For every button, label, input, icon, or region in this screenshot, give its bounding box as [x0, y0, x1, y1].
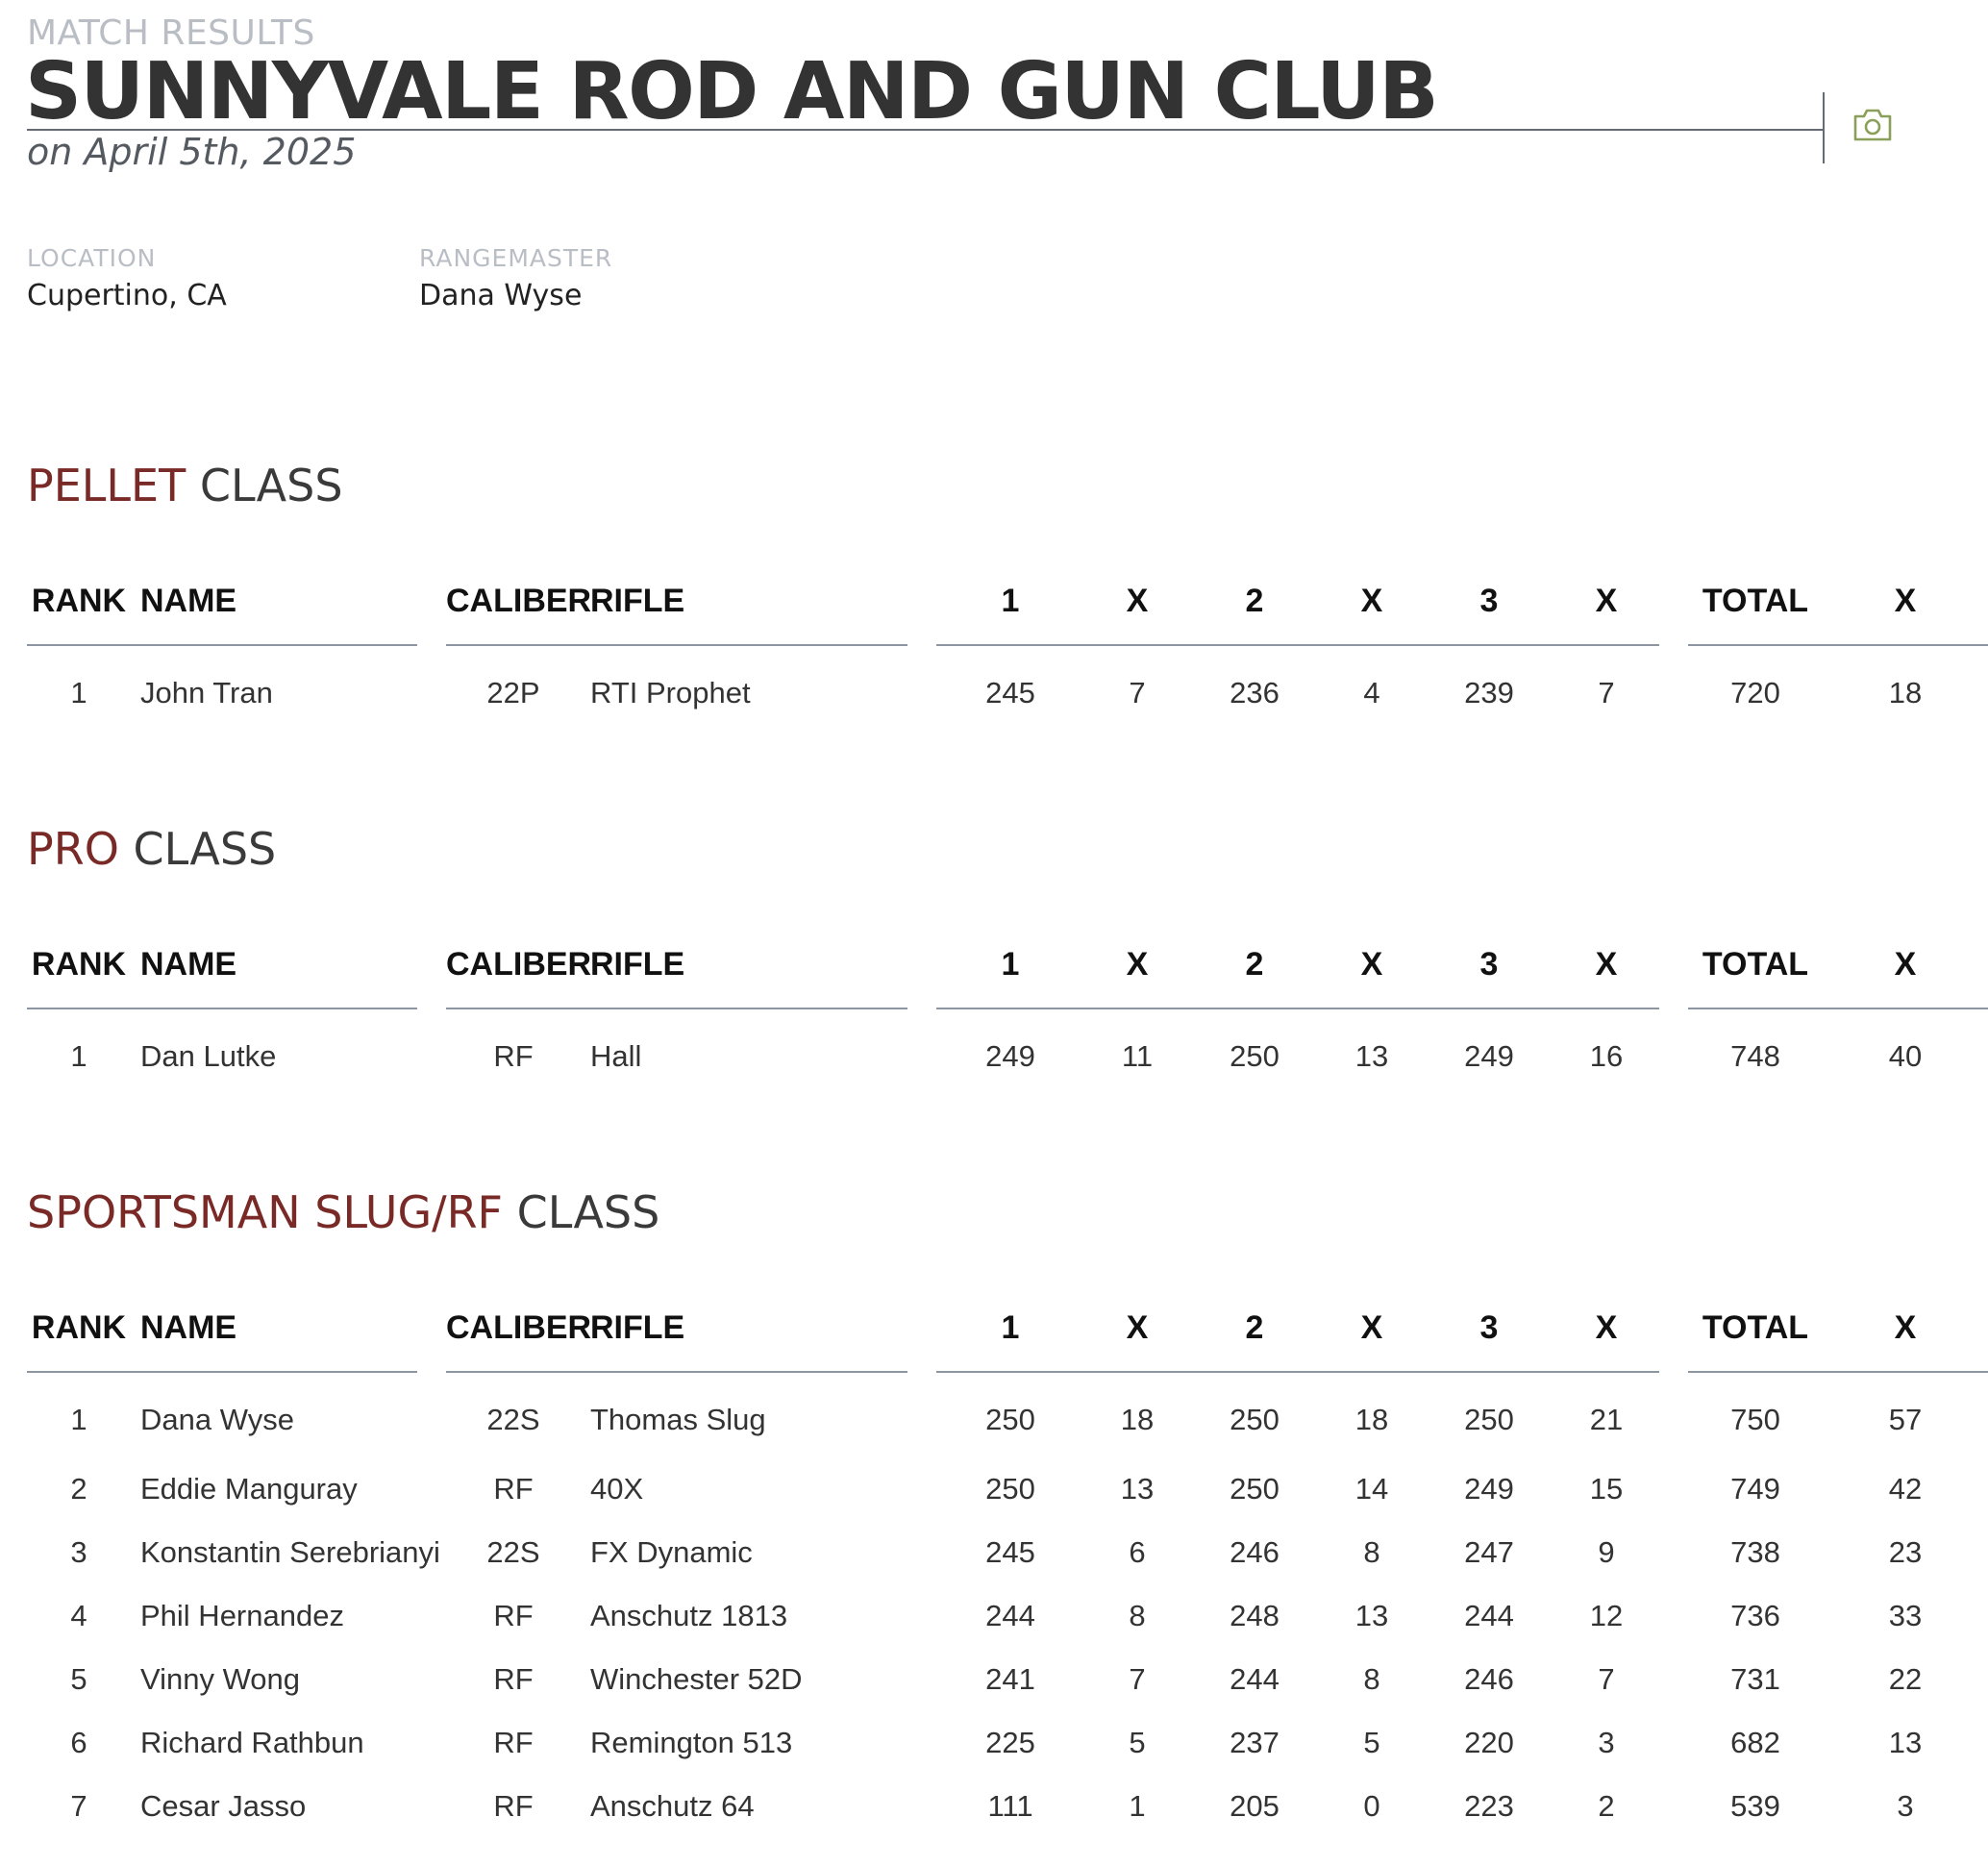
cell-name: Cesar Jasso — [140, 1789, 307, 1823]
cell-caliber: 22S — [486, 1535, 540, 1569]
cell-rank: 4 — [70, 1599, 87, 1632]
table-row — [27, 1648, 1988, 1711]
column-gap — [907, 1711, 936, 1775]
vertical-divider — [1823, 92, 1825, 163]
cell-x-count-3: 7 — [1598, 676, 1615, 709]
column-gap — [1659, 558, 1688, 646]
cell-score-3: 239 — [1464, 676, 1514, 709]
cell-x-count-1: 6 — [1129, 1535, 1146, 1569]
cell-rifle: 40X — [590, 1472, 644, 1506]
section-title — [27, 460, 343, 511]
cell-x-total: 57 — [1888, 1403, 1923, 1436]
club-title: SUNNYVALE ROD AND GUN CLUB — [25, 46, 1438, 137]
rangemaster-value: Dana Wyse — [419, 279, 583, 312]
column-header-rank[interactable]: RANK — [27, 921, 131, 1009]
column-header-x-count-1[interactable]: X — [1084, 921, 1190, 1009]
cell-name: Richard Rathbun — [140, 1726, 364, 1759]
cell-x-count-2: 4 — [1363, 676, 1380, 709]
cell-x-count-3: 12 — [1589, 1599, 1624, 1632]
cell-x-total: 42 — [1888, 1472, 1923, 1506]
camera-icon[interactable] — [1851, 106, 1894, 144]
cell-caliber: RF — [493, 1472, 534, 1506]
results-table — [27, 558, 1988, 731]
column-header-caliber[interactable]: CALIBER — [446, 921, 581, 1009]
cell-caliber: RF — [493, 1789, 534, 1823]
cell-score-1: 111 — [987, 1789, 1033, 1823]
column-gap — [907, 1521, 936, 1584]
table-header-row — [27, 1284, 1988, 1373]
table-row — [27, 1711, 1988, 1775]
section-title — [27, 1186, 659, 1238]
column-gap — [417, 921, 446, 1009]
column-gap — [417, 1648, 446, 1711]
column-header-score-2[interactable]: 2 — [1190, 558, 1319, 646]
cell-x-count-1: 1 — [1129, 1789, 1146, 1823]
column-gap — [907, 558, 936, 646]
cell-x-count-2: 5 — [1363, 1726, 1380, 1759]
column-header-total[interactable]: TOTAL — [1688, 558, 1823, 646]
column-header-x-count-3[interactable]: X — [1553, 921, 1659, 1009]
column-header-name[interactable]: NAME — [131, 558, 417, 646]
section-class-name: SPORTSMAN SLUG/RF — [27, 1186, 504, 1238]
cell-caliber: RF — [493, 1726, 534, 1759]
cell-rank: 5 — [70, 1662, 87, 1696]
column-header-x-count-2[interactable]: X — [1319, 921, 1425, 1009]
table-row — [27, 1373, 1988, 1457]
cell-caliber: 22S — [486, 1403, 540, 1436]
column-gap — [907, 921, 936, 1009]
column-header-score-3[interactable]: 3 — [1425, 921, 1553, 1009]
results-table — [27, 1284, 1988, 1838]
column-header-score-3[interactable]: 3 — [1425, 558, 1553, 646]
cell-name: Konstantin Serebrianyi — [140, 1535, 440, 1569]
cell-x-count-2: 18 — [1354, 1403, 1389, 1436]
cell-total: 682 — [1730, 1726, 1780, 1759]
cell-total: 749 — [1730, 1472, 1780, 1506]
column-gap — [1659, 1284, 1688, 1373]
cell-rifle: Hall — [590, 1039, 642, 1073]
cell-score-1: 241 — [985, 1662, 1035, 1696]
table-row — [27, 646, 1988, 731]
column-header-rank[interactable]: RANK — [27, 558, 131, 646]
cell-x-total: 18 — [1888, 676, 1923, 709]
cell-score-2: 250 — [1230, 1403, 1280, 1436]
column-header-score-1[interactable]: 1 — [936, 921, 1084, 1009]
cell-score-2: 250 — [1230, 1039, 1280, 1073]
column-gap — [1659, 1457, 1688, 1521]
section-class-suffix: CLASS — [516, 1186, 660, 1238]
cell-score-3: 246 — [1464, 1662, 1514, 1696]
cell-x-count-2: 13 — [1354, 1599, 1389, 1632]
column-header-caliber[interactable]: CALIBER — [446, 558, 581, 646]
cell-score-2: 246 — [1230, 1535, 1280, 1569]
cell-caliber: RF — [493, 1599, 534, 1632]
cell-name: Vinny Wong — [140, 1662, 301, 1696]
cell-total: 736 — [1730, 1599, 1780, 1632]
cell-x-total: 3 — [1897, 1789, 1914, 1823]
cell-x-count-2: 8 — [1363, 1535, 1380, 1569]
camera-icon-graphic — [1851, 106, 1894, 144]
rangemaster-label: RANGEMASTER — [419, 244, 613, 272]
column-gap — [417, 1584, 446, 1648]
column-gap — [907, 1373, 936, 1457]
cell-score-1: 245 — [985, 676, 1035, 709]
cell-x-count-2: 0 — [1363, 1789, 1380, 1823]
cell-x-count-3: 3 — [1598, 1726, 1615, 1759]
cell-caliber: RF — [493, 1662, 534, 1696]
column-gap — [417, 1775, 446, 1838]
cell-total: 731 — [1730, 1662, 1780, 1696]
cell-rifle: Remington 513 — [590, 1726, 793, 1759]
column-header-score-2[interactable]: 2 — [1190, 1284, 1319, 1373]
column-header-name[interactable]: NAME — [131, 1284, 417, 1373]
cell-score-3: 249 — [1464, 1039, 1514, 1073]
column-header-x-count-1[interactable]: X — [1084, 1284, 1190, 1373]
cell-total: 539 — [1730, 1789, 1780, 1823]
column-gap — [417, 1373, 446, 1457]
cell-score-2: 244 — [1230, 1662, 1280, 1696]
column-gap — [1659, 921, 1688, 1009]
column-gap — [1659, 1775, 1688, 1838]
cell-rank: 6 — [70, 1726, 87, 1759]
cell-score-2: 248 — [1230, 1599, 1280, 1632]
column-header-x-count-2[interactable]: X — [1319, 558, 1425, 646]
cell-name: Dana Wyse — [140, 1403, 294, 1436]
cell-rifle: Anschutz 64 — [590, 1789, 755, 1823]
cell-x-count-1: 8 — [1129, 1599, 1146, 1632]
cell-name: John Tran — [140, 676, 273, 709]
column-header-score-2[interactable]: 2 — [1190, 921, 1319, 1009]
cell-total: 750 — [1730, 1403, 1780, 1436]
cell-score-1: 249 — [985, 1039, 1035, 1073]
column-gap — [1659, 1584, 1688, 1648]
column-gap — [417, 646, 446, 731]
cell-rank: 7 — [70, 1789, 87, 1823]
cell-score-1: 245 — [985, 1535, 1035, 1569]
cell-score-1: 250 — [985, 1472, 1035, 1506]
column-gap — [907, 1284, 936, 1373]
cell-score-3: 249 — [1464, 1472, 1514, 1506]
cell-rifle: RTI Prophet — [590, 676, 751, 709]
column-header-x-total[interactable]: X — [1823, 1284, 1988, 1373]
cell-x-count-1: 18 — [1120, 1403, 1155, 1436]
cell-rifle: FX Dynamic — [590, 1535, 753, 1569]
cell-x-count-3: 15 — [1589, 1472, 1624, 1506]
column-header-x-count-3[interactable]: X — [1553, 1284, 1659, 1373]
cell-score-3: 220 — [1464, 1726, 1514, 1759]
results-table — [27, 921, 1988, 1094]
table-header-row — [27, 558, 1988, 646]
cell-score-2: 236 — [1230, 676, 1280, 709]
cell-score-2: 205 — [1230, 1789, 1280, 1823]
column-gap — [907, 1648, 936, 1711]
column-gap — [907, 1457, 936, 1521]
column-gap — [417, 1711, 446, 1775]
cell-rifle: Winchester 52D — [590, 1662, 803, 1696]
cell-total: 748 — [1730, 1039, 1780, 1073]
table-header-row — [27, 921, 1988, 1009]
cell-score-1: 225 — [985, 1726, 1035, 1759]
cell-score-1: 250 — [985, 1403, 1035, 1436]
table-row — [27, 1584, 1988, 1648]
column-header-total[interactable]: TOTAL — [1688, 1284, 1823, 1373]
column-gap — [907, 1775, 936, 1838]
column-gap — [417, 558, 446, 646]
column-gap — [1659, 1009, 1688, 1094]
column-gap — [1659, 1373, 1688, 1457]
column-gap — [417, 1457, 446, 1521]
column-gap — [417, 1284, 446, 1373]
column-header-x-total[interactable]: X — [1823, 921, 1988, 1009]
cell-x-count-1: 11 — [1121, 1039, 1154, 1073]
cell-x-count-3: 2 — [1598, 1789, 1615, 1823]
cell-x-count-1: 7 — [1129, 676, 1146, 709]
column-header-score-1[interactable]: 1 — [936, 1284, 1084, 1373]
cell-caliber: RF — [493, 1039, 534, 1073]
column-gap — [1659, 1711, 1688, 1775]
section-title — [27, 823, 276, 875]
cell-score-3: 244 — [1464, 1599, 1514, 1632]
section-class-suffix: CLASS — [199, 460, 343, 511]
column-header-x-count-1[interactable]: X — [1084, 558, 1190, 646]
cell-x-count-2: 8 — [1363, 1662, 1380, 1696]
column-gap — [1659, 646, 1688, 731]
cell-rank: 2 — [70, 1472, 87, 1506]
column-header-x-total[interactable]: X — [1823, 558, 1988, 646]
cell-score-1: 244 — [985, 1599, 1035, 1632]
cell-x-count-3: 16 — [1589, 1039, 1624, 1073]
cell-x-count-2: 13 — [1354, 1039, 1389, 1073]
column-header-score-3[interactable]: 3 — [1425, 1284, 1553, 1373]
cell-rifle: Thomas Slug — [590, 1403, 766, 1436]
column-header-x-count-2[interactable]: X — [1319, 1284, 1425, 1373]
cell-name: Eddie Manguray — [140, 1472, 358, 1506]
column-gap — [907, 1584, 936, 1648]
cell-score-2: 250 — [1230, 1472, 1280, 1506]
cell-x-count-1: 13 — [1120, 1472, 1155, 1506]
column-header-rifle[interactable]: RIFLE — [581, 921, 907, 1009]
cell-score-3: 223 — [1464, 1789, 1514, 1823]
location-value: Cupertino, CA — [27, 279, 227, 312]
cell-score-3: 250 — [1464, 1403, 1514, 1436]
cell-x-count-3: 9 — [1598, 1535, 1615, 1569]
cell-x-total: 23 — [1888, 1535, 1923, 1569]
cell-x-total: 22 — [1888, 1662, 1923, 1696]
cell-rank: 1 — [70, 676, 87, 709]
cell-x-total: 40 — [1888, 1039, 1923, 1073]
table-row — [27, 1775, 1988, 1838]
cell-x-count-1: 7 — [1129, 1662, 1146, 1696]
column-header-x-count-3[interactable]: X — [1553, 558, 1659, 646]
table-row — [27, 1521, 1988, 1584]
cell-score-2: 237 — [1230, 1726, 1280, 1759]
table-row — [27, 1009, 1988, 1094]
column-gap — [907, 1009, 936, 1094]
cell-x-count-2: 14 — [1354, 1472, 1389, 1506]
cell-rank: 1 — [70, 1403, 87, 1436]
cell-name: Phil Hernandez — [140, 1599, 344, 1632]
cell-total: 738 — [1730, 1535, 1780, 1569]
cell-x-count-1: 5 — [1129, 1726, 1146, 1759]
column-header-rank[interactable]: RANK — [27, 1284, 131, 1373]
column-header-rifle[interactable]: RIFLE — [581, 1284, 907, 1373]
cell-rank: 1 — [70, 1039, 87, 1073]
cell-x-total: 13 — [1888, 1726, 1923, 1759]
cell-score-3: 247 — [1464, 1535, 1514, 1569]
column-gap — [1659, 1648, 1688, 1711]
column-header-caliber[interactable]: CALIBER — [446, 1284, 581, 1373]
cell-x-total: 33 — [1888, 1599, 1923, 1632]
cell-x-count-3: 21 — [1589, 1403, 1624, 1436]
section-class-name: PELLET — [27, 460, 186, 511]
column-header-name[interactable]: NAME — [131, 921, 417, 1009]
column-header-rifle[interactable]: RIFLE — [581, 558, 907, 646]
section-class-suffix: CLASS — [133, 823, 277, 875]
table-row — [27, 1457, 1988, 1521]
location-label: LOCATION — [27, 244, 157, 272]
cell-x-count-3: 7 — [1598, 1662, 1615, 1696]
cell-rank: 3 — [70, 1535, 87, 1569]
match-date: on April 5th, 2025 — [27, 131, 357, 173]
cell-name: Dan Lutke — [140, 1039, 277, 1073]
column-gap — [417, 1009, 446, 1094]
cell-rifle: Anschutz 1813 — [590, 1599, 788, 1632]
cell-total: 720 — [1730, 676, 1780, 709]
column-header-score-1[interactable]: 1 — [936, 558, 1084, 646]
page-eyebrow: MATCH RESULTS — [27, 13, 315, 53]
section-class-name: PRO — [27, 823, 119, 875]
cell-caliber: 22P — [486, 676, 540, 709]
column-gap — [907, 646, 936, 731]
column-gap — [1659, 1521, 1688, 1584]
column-header-total[interactable]: TOTAL — [1688, 921, 1823, 1009]
